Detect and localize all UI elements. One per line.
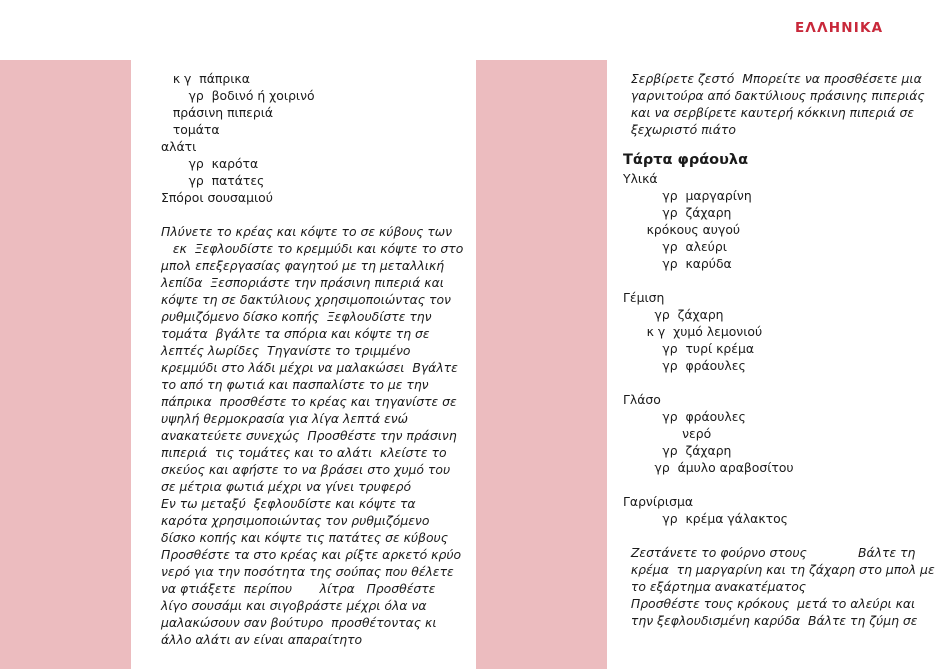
spacer (623, 138, 933, 151)
ingredient-line: γρ πατάτες (161, 173, 265, 188)
method-line: λεπτές λωρίδες Τηγανίστε το τριμμένο (161, 343, 411, 358)
recipe-title: Τάρτα φράουλα (623, 152, 749, 168)
spacer (623, 374, 933, 391)
method-line: το από τη φωτιά και πασπαλίστε το με την (161, 377, 429, 392)
spacer (623, 272, 933, 289)
method-line: άλλο αλάτι αν είναι απαραίτητο (161, 632, 363, 647)
ingredient-line: κρόκους αυγού (623, 222, 741, 237)
ingredient-line: τομάτα (161, 122, 220, 137)
ingredient-line: γρ καρότα (161, 156, 259, 171)
section-heading-garnish: Γαρνίρισμα (623, 494, 694, 509)
filling-line: γρ ζάχαρη (623, 307, 724, 322)
method-line: Προσθέστε τα στο κρέας και ρίξτε αρκετό κρύο (161, 547, 462, 562)
method-line: σε μέτρια φωτιά μέχρι να γίνει τρυφερό (161, 479, 412, 494)
ingredient-line: αλάτι (161, 139, 197, 154)
section-heading-ingredients: Υλικά (623, 171, 658, 186)
garnish-line: γρ κρέμα γάλακτος (623, 511, 788, 526)
method-line: Προσθέστε τους κρόκους μετά το αλεύρι και (623, 596, 916, 611)
method-line: πάπρικα προσθέστε το κρέας και τηγανίστε σε (161, 394, 457, 409)
section-heading-glaze: Γλάσο (623, 392, 661, 407)
method-paragraph (161, 223, 464, 648)
serving-line: και να σερβίρετε καυτερή κόκκινη πιπεριά σε (623, 105, 915, 120)
section-heading-filling: Γέμιση (623, 290, 665, 305)
spacer (623, 476, 933, 493)
method-line: κρέμα τη μαργαρίνη και τη ζάχαρη στο μπολ με (623, 562, 935, 577)
spacer (161, 206, 461, 223)
method-line: κρεμμύδι στο λάδι μέχρι να μαλακώσει Βγάλτε (161, 360, 458, 375)
ingredient-line: κ γ πάπρικα (161, 71, 250, 86)
method-line: δίσκο κοπής και κόψτε τις πατάτες σε κύβους (161, 530, 448, 545)
spacer (623, 527, 933, 544)
right-text-column (623, 70, 933, 629)
ingredient-line: γρ ζάχαρη (623, 205, 732, 220)
method-line: την ξεφλουδισμένη καρύδα Βάλτε τη ζύμη σε (623, 613, 918, 628)
middle-color-band (476, 60, 607, 669)
ingredient-line: γρ βοδινό ή χοιρινό (161, 88, 315, 103)
method-line: Πλύνετε το κρέας και κόψτε το σε κύβους των (161, 224, 453, 239)
left-text-column (161, 70, 464, 648)
ingredient-line: γρ αλεύρι (623, 239, 727, 254)
ingredient-line: γρ μαργαρίνη (623, 188, 752, 203)
method-line: το εξάρτημα ανακατέματος (623, 579, 807, 594)
tart-method-paragraph (623, 544, 933, 629)
method-line: νερό για την ποσότητα της σούπας που θέλετε (161, 564, 454, 579)
method-line: ρυθμιζόμενο δίσκο κοπής Ξεφλουδίστε την (161, 309, 432, 324)
method-line: λεπίδα Ξεσποριάστε την πράσινη πιπεριά και (161, 275, 444, 290)
serving-line: ξεχωριστό πιάτο (623, 122, 736, 137)
method-line: τομάτα βγάλτε τα σπόρια και κόψτε τη σε (161, 326, 430, 341)
language-label: ΕΛΛΗΝΙΚΑ (795, 20, 884, 36)
serving-line: γαρνιτούρα από δακτύλιους πράσινης πιπεριάς (623, 88, 925, 103)
left-color-band (0, 60, 131, 669)
method-line: εκ Ξεφλουδίστε το κρεμμύδι και κόψτε το στο (161, 241, 464, 256)
ingredient-line: γρ καρύδα (623, 256, 732, 271)
method-line: καρότα χρησιμοποιώντας τον ρυθμιζόμενο (161, 513, 430, 528)
filling-line: κ γ χυμό λεμονιού (623, 324, 763, 339)
method-line: κόψτε τη σε δακτύλιους χρησιμοποιώντας τον (161, 292, 451, 307)
serving-paragraph (623, 70, 933, 138)
method-line: λίγο σουσάμι και σιγοβράστε μέχρι όλα να (161, 598, 427, 613)
filling-line: γρ τυρί κρέμα (623, 341, 755, 356)
ingredient-line: Σπόροι σουσαμιού (161, 190, 273, 205)
filling-line: γρ φράουλες (623, 358, 746, 373)
glaze-line: γρ φράουλες (623, 409, 746, 424)
method-line: υψηλή θερμοκρασία για λίγα λεπτά ενώ (161, 411, 409, 426)
method-line: Εν τω μεταξύ ξεφλουδίστε και κόψτε τα (161, 496, 416, 511)
method-line: πιπεριά τις τομάτες και το αλάτι κλείστε το (161, 445, 447, 460)
ingredient-line: πράσινη πιπεριά (161, 105, 274, 120)
glaze-line: νερό (623, 426, 712, 441)
ingredient-list (161, 70, 461, 206)
glaze-line: γρ άμυλο αραβοσίτου (623, 460, 794, 475)
method-line: μπολ επεξεργασίας φαγητού με τη μεταλλική (161, 258, 445, 273)
method-line: μαλακώσουν σαν βούτυρο προσθέτοντας κι (161, 615, 437, 630)
glaze-line: γρ ζάχαρη (623, 443, 732, 458)
serving-line: Σερβίρετε ζεστό Μπορείτε να προσθέσετε μια (623, 71, 922, 86)
method-line: να φτιάξετε περίπου λίτρα Προσθέστε (161, 581, 436, 596)
method-line: ανακατεύετε συνεχώς Προσθέστε την πράσινη (161, 428, 457, 443)
method-line: Ζεστάνετε το φούρνο στους Βάλτε τη (623, 545, 916, 560)
method-line: σκεύος και αφήστε το να βράσει στο χυμό του (161, 462, 451, 477)
